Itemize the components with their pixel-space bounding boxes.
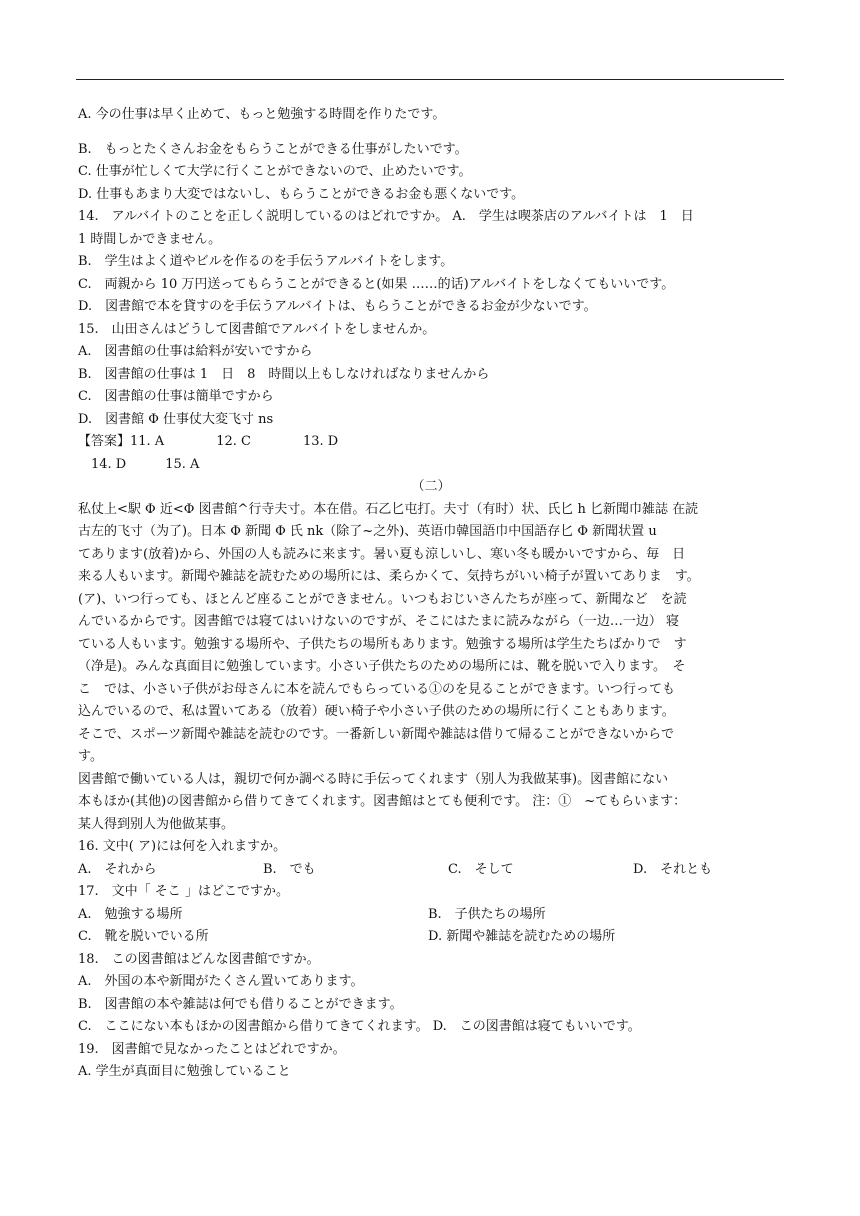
question-stem: 19. 図書館で見なかったことはどれですか。 xyxy=(78,1041,346,1057)
passage-line: んでいるからです。図書館では寝てはいけないのですが、そこにはたまに読みながら（一边…一边） 寝 xyxy=(78,614,679,629)
passage-line: 図書館で働いている人は，親切で何か調べる時に手伝ってくれます（别人为我做某事)。図書館にない xyxy=(78,771,669,787)
option-a: A. それから xyxy=(78,861,157,877)
question-19 xyxy=(78,1039,784,1084)
passage-line: 込んでいるので、私は置いてある（放着）硬い椅子や小さい子供のための場所に行くこともあります。 xyxy=(78,704,675,719)
passage-line: す。 xyxy=(78,749,103,764)
passage-line: 来る人もいます。新聞や雑誌を読むための場所には、柔らかくて、気持ちがいい椅子が置いてありま す。 xyxy=(78,569,700,584)
text-line: D. 仕事もあまり大変ではないし、もらうことができるお金も悪くないです。 xyxy=(78,186,525,202)
text-line: A. 今の仕事は早く止めて、もっと勉強する時間を作りたです。 xyxy=(78,107,446,122)
passage-line: (ア)、いつ行っても、ほとんど座ることができません。いつもおじいさんたちが座って、新聞など を読 xyxy=(78,591,687,607)
text-line: B. 図書館の仕事は 1 日 8 時間以上もしなければなりませんから xyxy=(78,366,490,382)
option-d: D. それとも xyxy=(633,861,713,877)
passage-line: 私仗上<駅 Φ 近<Φ 図書館^行寺夫寸。本在借。石乙匕屯打。夫寸（有时）状、氏匕 h 匕新聞巾雑誌 在読 xyxy=(78,501,699,517)
text-line: B. もっとたくさんお金をもらうことができる仕事がしたいです。 xyxy=(78,141,468,157)
text-line: B. 学生はよく道やビルを作るのを手伝うアルバイトをします。 xyxy=(78,254,454,269)
option-b: B. でも xyxy=(263,861,316,877)
header-rule xyxy=(76,79,784,80)
option-line: A. 学生が真面目に勉強していること xyxy=(78,1064,291,1079)
text-line: C. 両親から 10 万円送ってもらうことができると(如果 ……的话)アルバイトをしなくてもいいです。 xyxy=(78,276,675,292)
passage-line: （净是)。みんな真面目に勉強しています。小さい子供たちのための場所には、靴を脱いで入ります。 そ xyxy=(78,659,686,674)
question-stem: 18. この図書館はどんな図書館ですか。 xyxy=(78,951,320,967)
option-c: C. そして xyxy=(448,861,514,877)
passage-line: 本もほか(其他)の図書館から借りてきてくれます。図書館はとても便利です。 注：① ~てもらいます： xyxy=(78,794,687,809)
option-line: B. 図書館の本や雑誌は何でも借りることができます。 xyxy=(78,996,403,1012)
answer-key xyxy=(78,431,784,476)
passage-line: 古左的飞寸（为了)。日本 Φ 新聞 Φ 氏 nk（除了~之外)、英语巾韓国語巾中国語存匕 Φ 新聞状置 u xyxy=(78,524,657,539)
document-body xyxy=(78,104,784,1084)
passage-line: 某人得到别人为他做某事。 xyxy=(78,816,235,832)
option-line: A. 外国の本や新聞がたくさん置いてあります。 xyxy=(78,974,364,989)
option-row xyxy=(78,926,784,949)
option-c: C. 靴を脱いでいる所 xyxy=(78,929,209,944)
text-line: D. 図書館で本を貸すのを手伝うアルバイトは、もらうことができるお金が少ないです。 xyxy=(78,299,597,314)
question-15: 15. 山田さんはどうして図書館でアルバイトをしませんか。 xyxy=(78,321,436,337)
question-16 xyxy=(78,836,784,881)
section1-options xyxy=(78,104,784,431)
text-line: 1 時間しかできません。 xyxy=(78,231,222,247)
question-17 xyxy=(78,881,784,949)
question-stem: 17. 文中「 そこ 」はどこですか。 xyxy=(78,884,289,899)
answer-line: 【答案】11. A 12. C 13. D xyxy=(78,434,339,449)
text-line: C. 仕事が忙しくて大学に行くことができないので、止めたいです。 xyxy=(78,164,472,179)
question-18 xyxy=(78,949,784,1039)
passage-line: てあります(放着)から、外国の人も読みに来ます。暑い夏も涼しいし、寒い冬も暖かいですから、毎 日 xyxy=(78,546,686,562)
option-line: C. ここにない本もほかの図書館から借りてきてくれます。 D. この図書館は寝てもいいです。 xyxy=(78,1019,641,1034)
text-line: C. 図書館の仕事は簡単ですから xyxy=(78,389,274,404)
blank-line xyxy=(78,127,784,139)
reading-passage xyxy=(78,499,784,837)
text-line: D. 図書館 Φ 仕事仗大変飞寸 ns xyxy=(78,411,274,427)
passage-line: そこで、スポーツ新聞や雑誌を読むのです。一番新しい新聞や雑誌は借りて帰ることができないからで xyxy=(78,726,675,742)
question-stem: 16. 文中( ア)には何を入れますか。 xyxy=(78,839,287,854)
passage-line: ている人もいます。勉強する場所や、子供たちの場所もあります。勉強する場所は学生たちばかりで す xyxy=(78,636,687,652)
question-14: 14. アルバイトのことを正しく説明しているのはどれですか。 A. 学生は喫茶店のアルバイトは 1 日 xyxy=(78,209,694,224)
passage-line: こ では、小さい子供がお母さんに本を読んでもらっている①のを見ることができます。いつ行っても xyxy=(78,681,675,697)
option-d: D. 新聞や雑誌を読むための場所 xyxy=(428,929,616,944)
option-row xyxy=(78,859,784,882)
option-b: B. 子供たちの場所 xyxy=(428,906,546,922)
option-a: A. 勉強する場所 xyxy=(78,906,183,922)
answer-line: 14. D 15. A xyxy=(78,456,200,472)
section-title: （二） xyxy=(411,479,451,494)
text-line: A. 図書館の仕事は給料が安いですから xyxy=(78,344,313,359)
option-row xyxy=(78,904,784,927)
